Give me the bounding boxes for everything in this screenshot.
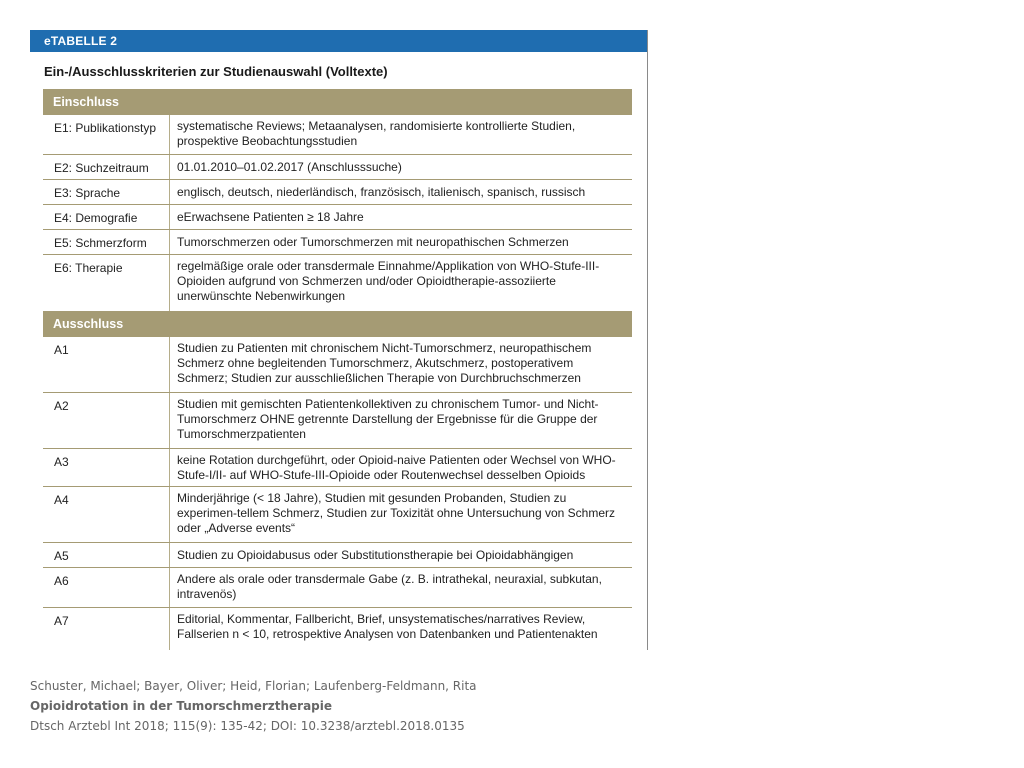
table-row — [43, 155, 632, 180]
criterion-label: E6: Therapie — [43, 255, 170, 311]
table-row — [43, 115, 632, 155]
criterion-text: systematische Reviews; Metaanalysen, randomisierte kontrollierte Studien, prospektive Beobachtungsstudien — [177, 119, 576, 148]
table-row — [43, 255, 632, 311]
criterion-text: Minderjährige (< 18 Jahre), Studien mit gesunden Probanden, Studien zu experimen-tellem Schmerz, Studien zur Toxizität ohne Untersuchung von Schmerz oder „Adverse events“ — [177, 491, 615, 535]
criterion-text: regelmäßige orale oder transdermale Einnahme/Applikation von WHO-Stufe-III-Opioiden aufgrund von Schmerzen und/oder Opioidtherapie-assoziierte unerwünschte Nebenwirkungen — [177, 259, 600, 303]
criterion-label: E4: Demografie — [43, 205, 170, 229]
exclusion-heading: Ausschluss — [43, 311, 632, 337]
criterion-text: Tumorschmerzen oder Tumorschmerzen mit neuropathischen Schmerzen — [177, 235, 569, 249]
table-row — [43, 205, 632, 230]
criterion-text: Andere als orale oder transdermale Gabe (z. B. intrathekal, neuraxial, subkutan, intravenös) — [177, 572, 602, 601]
criterion-label: A7 — [43, 608, 170, 650]
criterion-label: A3 — [43, 449, 170, 486]
inclusion-heading: Einschluss — [43, 89, 632, 115]
table-row — [43, 180, 632, 205]
criterion-text: Studien zu Patienten mit chronischem Nicht-Tumorschmerz, neuropathischem Schmerz ohne begleitenden Tumorschmerz, Akutschmerz, postoperativem Schmerz; Studien zur ausschließlichen Therapie von Durchbruchschmerzen — [177, 341, 592, 385]
criterion-label: E2: Suchzeitraum — [43, 155, 170, 179]
criterion-label: A2 — [43, 393, 170, 448]
citation-authors: Schuster, Michael; Bayer, Oliver; Heid, Florian; Laufenberg-Feldmann, Rita — [30, 679, 477, 693]
table-row — [43, 230, 632, 255]
table-tag: eTABELLE 2 — [30, 30, 647, 52]
table-row — [43, 449, 632, 487]
criterion-label: A5 — [43, 543, 170, 567]
criterion-text: Studien zu Opioidabusus oder Substitutionstherapie bei Opioidabhängigen — [177, 548, 574, 562]
table-row — [43, 393, 632, 449]
table-figure — [30, 30, 648, 650]
criterion-text: Editorial, Kommentar, Fallbericht, Brief, unsystematisches/narratives Review, Fallserien n < 10, retrospektive Analysen von Datenbanken und Patientenakten — [177, 612, 598, 641]
table-row — [43, 337, 632, 393]
criterion-label: A1 — [43, 337, 170, 392]
citation-reference: Dtsch Arztebl Int 2018; 115(9): 135-42; DOI: 10.3238/arztebl.2018.0135 — [30, 719, 465, 733]
criterion-text: 01.01.2010–01.02.2017 (Anschlusssuche) — [177, 160, 402, 174]
table-title: Ein-/Ausschlusskriterien zur Studienauswahl (Volltexte) — [44, 64, 388, 79]
table-row — [43, 608, 632, 650]
criterion-label: A4 — [43, 487, 170, 542]
citation-article-title: Opioidrotation in der Tumorschmerztherapie — [30, 699, 333, 713]
criterion-text: eErwachsene Patienten ≥ 18 Jahre — [177, 210, 364, 224]
criterion-text: Studien mit gemischten Patientenkollektiven zu chronischem Tumor- und Nicht-Tumorschmerz OHNE getrennte Darstellung der Ergebnisse für die Gruppe der Tumorschmerzpatienten — [177, 397, 599, 441]
criterion-label: E5: Schmerzform — [43, 230, 170, 254]
table-row — [43, 568, 632, 608]
criterion-text: keine Rotation durchgeführt, oder Opioid-naive Patienten oder Wechsel von WHO-Stufe-I/II- auf WHO-Stufe-III-Opioide oder Routenwechsel desselben Opioids — [177, 453, 616, 482]
criterion-label: E3: Sprache — [43, 180, 170, 204]
criterion-label: A6 — [43, 568, 170, 607]
table-row — [43, 543, 632, 568]
criterion-label: E1: Publikationstyp — [43, 115, 170, 154]
criterion-text: englisch, deutsch, niederländisch, französisch, italienisch, spanisch, russisch — [177, 185, 586, 199]
table-row — [43, 487, 632, 543]
